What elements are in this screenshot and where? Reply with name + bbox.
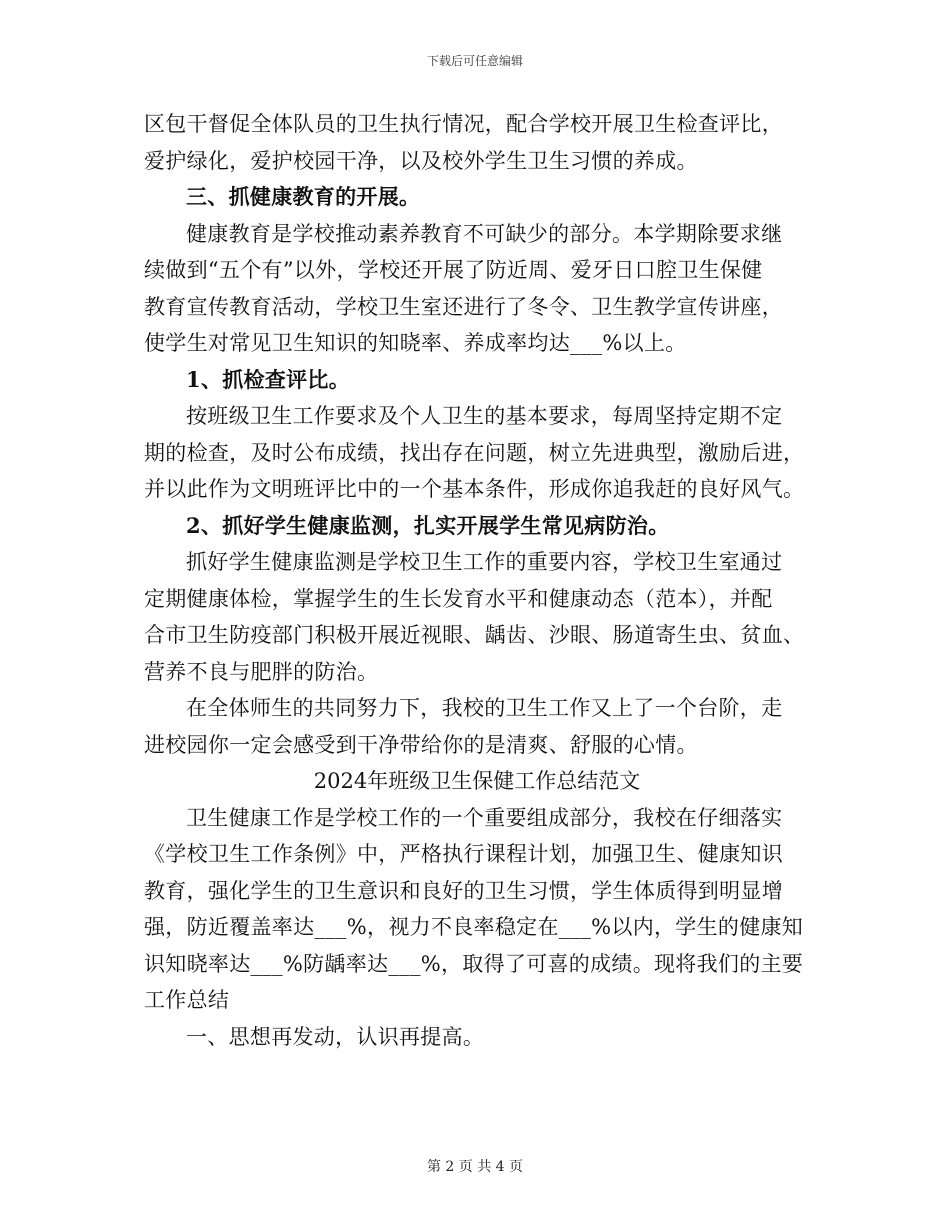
- paragraph-line: 教育，强化学生的卫生意识和良好的卫生习惯，学生体质得到明显增: [144, 878, 783, 903]
- paragraph-line: 健康教育是学校推动素养教育不可缺少的部分。本学期除要求继: [186, 221, 783, 246]
- paragraph-line: 识知晓率达___%防龋率达___%，取得了可喜的成绩。现将我们的主要: [144, 951, 804, 976]
- document-title: 2024年班级卫生保健工作总结范文: [313, 769, 641, 793]
- paragraph-line: 强，防近覆盖率达___%，视力不良率稳定在___%以内，学生的健康知: [144, 915, 804, 939]
- paragraph-line: 期的检查，及时公布成绩，找出存在问题，树立先进典型，激励后进，: [144, 440, 805, 465]
- paragraph-line: 卫生健康工作是学校工作的一个重要组成部分，我校在仔细落实: [186, 805, 783, 830]
- subsection-heading: 2、抓好学生健康监测，扎实开展学生常见病防治。: [186, 512, 670, 538]
- paragraph-line: 续做到“五个有”以外，学校还开展了防近周、爱牙日口腔卫生保健: [144, 258, 763, 282]
- paragraph-line: 并以此作为文明班评比中的一个基本条件，形成你追我赶的良好风气。: [144, 477, 805, 501]
- page-number: 第 2 页 共 4 页: [426, 1159, 524, 1175]
- paragraph-line: 定期健康体检，掌握学生的生长发育水平和健康动态（范本），并配: [144, 586, 773, 611]
- paragraph-line: 《学校卫生工作条例》中，严格执行课程计划，加强卫生、健康知识: [144, 842, 783, 866]
- paragraph-line: 营养不良与肥胖的防治。: [144, 659, 379, 684]
- paragraph-line: 抓好学生健康监测是学校卫生工作的重要内容，学校卫生室通过: [186, 550, 783, 574]
- paragraph-line: 合市卫生防疫部门积极开展近视眼、龋齿、沙眼、肠道寄生虫、贫血、: [144, 623, 805, 647]
- paragraph-line: 区包干督促全体队员的卫生执行情况，配合学校开展卫生检查评比，: [144, 112, 783, 136]
- paragraph-line: 爱护绿化，爱护校园干净，以及校外学生卫生习惯的养成。: [144, 148, 698, 173]
- section-heading: 三、抓健康教育的开展。: [186, 184, 421, 209]
- paragraph-line: 按班级卫生工作要求及个人卫生的基本要求，每周坚持定期不定: [186, 404, 783, 428]
- paragraph-line: 教育宣传教育活动，学校卫生室还进行了冬令、卫生教学宣传讲座，: [144, 294, 783, 319]
- paragraph-line: 使学生对常见卫生知识的知晓率、养成率均达___%以上。: [144, 331, 687, 355]
- paragraph-line: 进校园你一定会感受到干净带给你的是清爽、舒服的心情。: [144, 732, 698, 757]
- page-header: 下载后可任意编辑: [426, 54, 523, 68]
- paragraph-line: 在全体师生的共同努力下，我校的卫生工作又上了一个台阶，走: [186, 696, 783, 720]
- paragraph-line: 工作总结: [144, 988, 230, 1012]
- document-body: [144, 106, 810, 1055]
- subsection-heading: 1、抓检查评比。: [186, 366, 351, 392]
- section-heading: 一、思想再发动，认识再提高。: [186, 1024, 485, 1049]
